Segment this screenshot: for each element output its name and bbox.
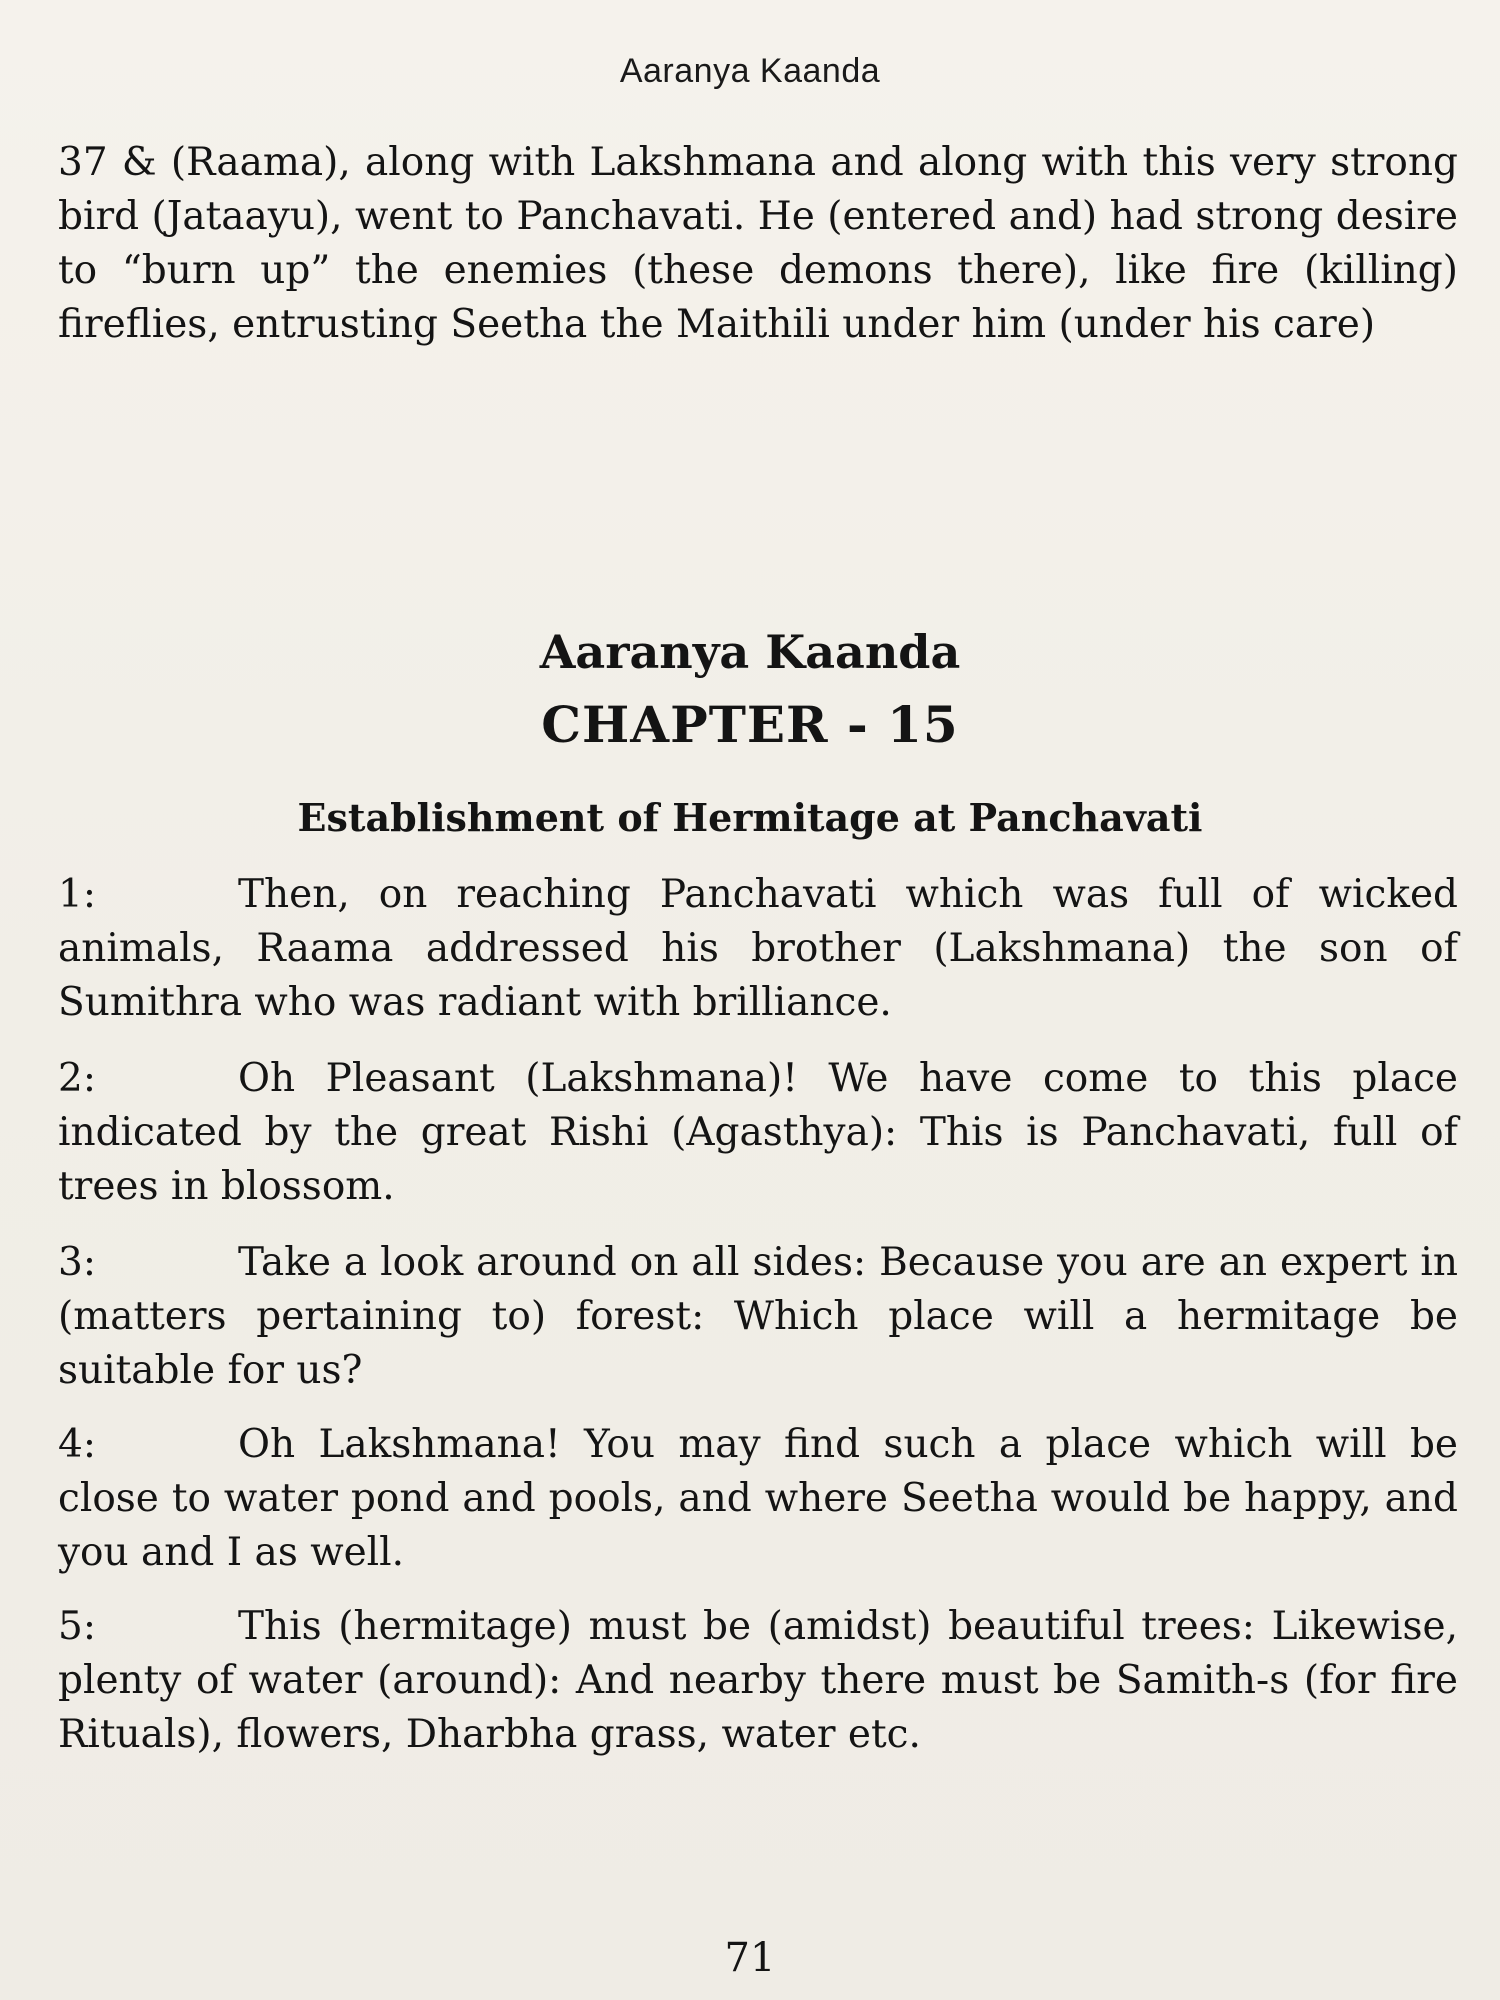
continuation-paragraph: 37 & (Raama), along with Lakshmana and along with this very strong bird (Jataayu), went to Panchavati. He (entered and) had strong desire to “burn up” the enemies (these demons there), like fire (killing) fireflies, entrusting Seetha the Maithili under him (under his care) [58, 140, 1458, 347]
verse-5 [58, 1600, 1458, 1762]
running-head: Aaranya Kaanda [619, 52, 881, 90]
chapter-title: CHAPTER - 15 [541, 695, 959, 754]
verse-text: Oh Lakshmana! You may find such a place which will be close to water pond and pools, and where Seetha would be happy, and you and I as well. [58, 1422, 1458, 1575]
chapter-subtitle: Establishment of Hermitage at Panchavati [297, 795, 1203, 840]
verse-text: Oh Pleasant (Lakshmana)! We have come to this place indicated by the great Rishi (Agasthya): This is Panchavati, full of trees in blossom. [58, 1056, 1458, 1209]
verse-number: 3: [58, 1240, 96, 1285]
verse-text: Take a look around on all sides: Because you are an expert in (matters pertaining to) forest: Which place will a hermitage be suitable for us? [58, 1240, 1458, 1393]
verse-number: 4: [58, 1422, 96, 1467]
verse-3 [58, 1236, 1458, 1398]
verse-4 [58, 1418, 1458, 1580]
page-number: 71 [724, 1935, 776, 1981]
verse-number: 5: [58, 1604, 96, 1649]
verse-number: 2: [58, 1056, 96, 1101]
verse-1 [58, 868, 1458, 1030]
verse-text: Then, on reaching Panchavati which was full of wicked animals, Raama addressed his brother (Lakshmana) the son of Sumithra who was radiant with brilliance. [58, 872, 1458, 1025]
verse-number: 1: [58, 872, 96, 917]
kaanda-title: Aaranya Kaanda [539, 625, 961, 679]
verse-2 [58, 1052, 1458, 1214]
verse-text: This (hermitage) must be (amidst) beautiful trees: Likewise, plenty of water (around): And nearby there must be Samith-s (for fire Rituals), flowers, Dharbha grass, water etc. [58, 1604, 1458, 1757]
